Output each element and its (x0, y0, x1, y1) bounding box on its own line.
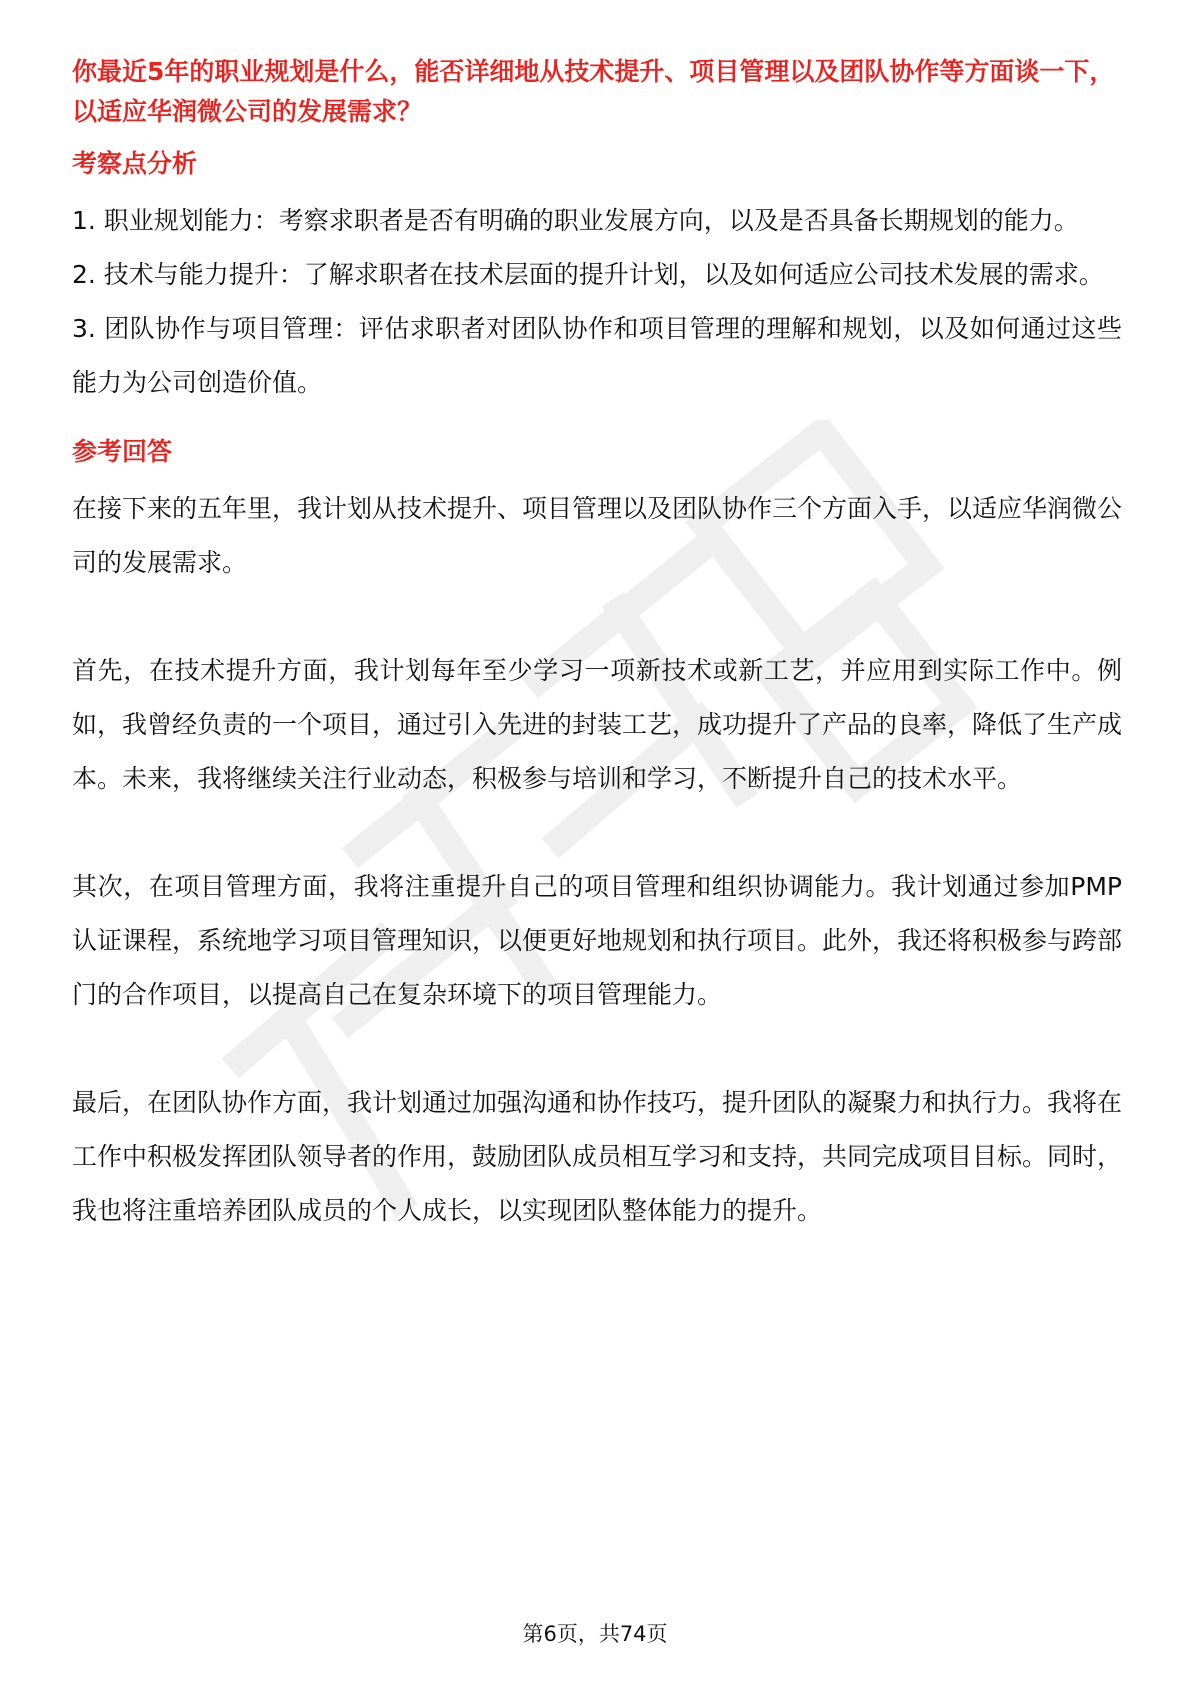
reference-answer (72, 482, 1122, 1238)
question-heading: 你最近5年的职业规划是什么，能否详细地从技术提升、项目管理以及团队协作等方面谈一下，以适应华润微公司的发展需求？ (72, 57, 1115, 126)
page-number-footer: 第6页，共74页 (522, 1622, 668, 1646)
answer-paragraph: 首先，在技术提升方面，我计划每年至少学习一项新技术或新工艺，并应用到实际工作中。例如，我曾经负责的一个项目，通过引入先进的封装工艺，成功提升了产品的良率，降低了生产成本。未来，我将继续关注行业动态，积极参与培训和学习，不断提升自己的技术水平。 (72, 656, 1123, 793)
analysis-item: 2. 技术与能力提升：了解求职者在技术层面的提升计划，以及如何适应公司技术发展的需求。 (72, 260, 1104, 289)
reference-title: 参考回答 (72, 437, 173, 466)
answer-paragraph: 在接下来的五年里，我计划从技术提升、项目管理以及团队协作三个方面入手，以适应华润微公司的发展需求。 (72, 494, 1123, 577)
answer-paragraph: 其次，在项目管理方面，我将注重提升自己的项目管理和组织协调能力。我计划通过参加PMP认证课程，系统地学习项目管理知识，以便更好地规划和执行项目。此外，我还将积极参与跨部门的合作项目，以提高自己在复杂环境下的项目管理能力。 (72, 872, 1123, 1009)
analysis-item: 1. 职业规划能力：考察求职者是否有明确的职业发展方向，以及是否具备长期规划的能力。 (72, 206, 1079, 235)
answer-paragraph: 最后，在团队协作方面，我计划通过加强沟通和协作技巧，提升团队的凝聚力和执行力。我将在工作中积极发挥团队领导者的作用，鼓励团队成员相互学习和支持，共同完成项目目标。同时，我也将注重培养团队成员的个人成长，以实现团队整体能力的提升。 (72, 1088, 1123, 1225)
document-page (72, 52, 1122, 1238)
analysis-item: 3. 团队协作与项目管理：评估求职者对团队协作和项目管理的理解和规划，以及如何通过这些能力为公司创造价值。 (72, 314, 1122, 397)
analysis-title: 考察点分析 (72, 149, 198, 178)
